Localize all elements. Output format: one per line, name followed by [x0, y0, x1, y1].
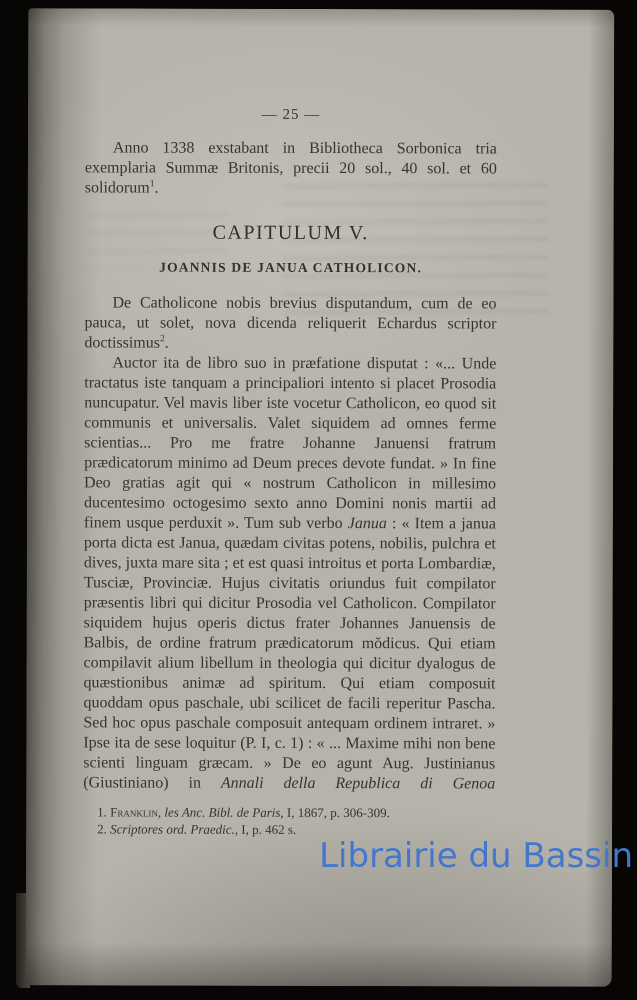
footnote-1: 1. Franklin, les Anc. Bibl. de Paris, I, 1867, p. 306-309. [97, 804, 390, 821]
footnotes [83, 803, 495, 838]
chapter-heading: CAPITULUM V. [212, 221, 369, 245]
chapter-subheading: JOANNIS DE JANUA CATHOLICON. [159, 259, 423, 276]
paragraph-de-catholicone: De Catholicone nobis brevius disputandum, cum de eo pauca, ut solet, nova dicenda reliquerit Echardus scriptor doctissimus$^2$. [84, 294, 497, 352]
watermark: Librairie du Bassin [319, 836, 633, 876]
paragraph-auctor: Auctor ita de libro suo in præfatione disputat : «... Unde tractatus iste tanquam a principaliori intento si placet Prosodia nuncupatur. Vel mavis liber iste vocetur Catholicon, eo quod sit communis et universalis. Valet siquidem ad omnes ferme scientias... Pro me fratre Johanne Januensi fratrum prædicatorum minimo ad Deum preces devote fundat. » In fine Deo gratias agit qui « nostrum Catholicon in millesimo ducentesimo octogesimo sexto anno Domini nonis martii ad finem usque perduxit ». Tum sub verbo Janua : « Item a janua porta dicta est Janua, quædam civitas potens, nobilis, pulchra et dives, juxta mare sita ; et est quasi introitus et porta Lombardiæ, Tusciæ, Provinciæ. Hujus civitatis oriundus fuit compilator præsentis libri qui dicitur Prosodia vel Catholicon. Compilator siquidem hujus operis dictus frater Johannes Januensis de Balbis, de ordine fratrum prædicatorum mŏdicus. Qui etiam compilavit alium libellum in theologia qui dicitur dyalogus de quæstionibus animæ ad spiritum. Qui etiam composuit quoddam opus paschale, ubi scilicet de facili reperitur Pascha. Sed hoc opus paschale composuit antequam ordinem intraret. » Ipse ita de sese loquitur (P. I, c. 1) : « ... Maxime mihi non bene scienti linguam græcam. » De eo agunt Aug. Justinianus (Giustiniano) in Annali della Republica di Genoa [83, 354, 497, 793]
text-block [83, 104, 497, 838]
paragraph-anno-1338: Anno 1338 exstabant in Bibliotheca Sorbonica tria exemplaria Summæ Britonis, precii 20 sol., 40 sol. et 60 solidorum$^1$. [84, 139, 497, 197]
page-number: — 25 — [261, 106, 321, 123]
footnote-2: 2. Scriptores ord. Praedic., I, p. 462 s. [97, 821, 297, 837]
